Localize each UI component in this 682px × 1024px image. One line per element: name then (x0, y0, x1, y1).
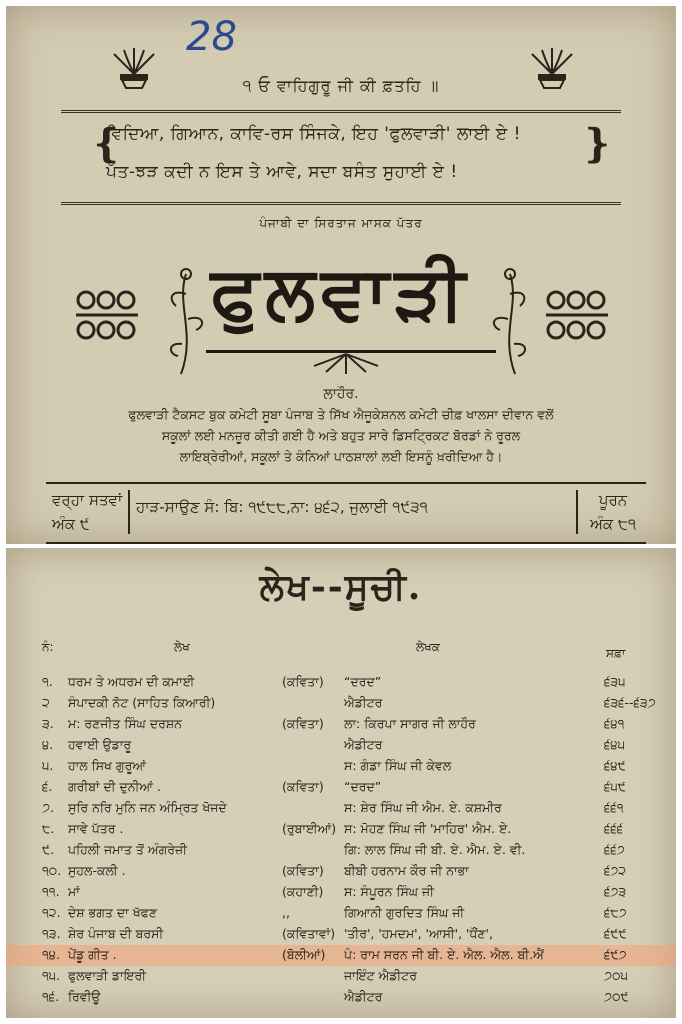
volume-line-2: ਅੰਕ ੯ (52, 515, 90, 533)
table-row (6, 987, 676, 1008)
row-genre: (ਕਵਿਤਾਵਾਂ) (282, 926, 336, 941)
table-row (6, 882, 676, 903)
row-title: ਰਿਵੀਊ (68, 989, 101, 1004)
row-page: ੬੭੨ (604, 863, 627, 878)
table-row (6, 714, 676, 735)
row-title: ਹਵਾਈ ਉਡਾਰੂ (68, 737, 132, 752)
row-number: ੪. (42, 737, 54, 752)
row-page: ੬੬੧ (604, 800, 624, 815)
row-genre: (ਬੋਲੀਆਂ) (282, 947, 326, 962)
row-number: ੫. (42, 758, 54, 773)
svg-text:28: 28 (186, 14, 237, 60)
table-row (6, 861, 676, 882)
description-line-2: ਸਕੂਲਾਂ ਲਈ ਮਨਜ਼ੂਰ ਕੀਤੀ ਗਈ ਹੈ ਅਤੇ ਬਹੁਤ ਸਾਰੇ ਡਿਸਟ੍ਰਿਕਟ ਬੋਰਡਾਂ ਨੇ ਰੂਰਲ (161, 428, 521, 443)
row-page: ੬੫੯ (604, 779, 626, 794)
row-title: ਸੰਪਾਦਕੀ ਨੋਟ (ਸਾਹਿਤ ਕਿਆਰੀ) (68, 695, 216, 710)
sunburst-ornament-icon (306, 352, 386, 376)
row-title: ਪਹਿਲੀ ਜਮਾਤ ਤੋਂ ਅੰਗਰੇਜ਼ੀ (68, 842, 187, 857)
row-number: ੭. (42, 800, 55, 815)
row-title: ਸਾਵੇ ਪੱਤਰ . (68, 821, 124, 836)
issue-info-box (46, 482, 646, 544)
contents-page (6, 548, 676, 1018)
row-genre: ,, (282, 905, 290, 920)
row-author: 'ਤੀਰ', 'ਹਮਦਮ', 'ਆਸੀ', 'ਧੌਂਣ', (344, 926, 493, 941)
row-number: ੬. (42, 779, 53, 794)
row-title: ਫੁਲਵਾੜੀ ਡਾਇਰੀ (68, 968, 146, 983)
header-author: ਲੇਖਕ (416, 640, 440, 654)
row-page: ੬੯੭ (604, 947, 627, 962)
place-name: ਲਾਹੌਰ. (323, 386, 359, 402)
right-brace-icon: ❵ (580, 121, 614, 167)
table-row (6, 945, 676, 966)
header-page: ਸਫ਼ਾ (606, 646, 626, 660)
row-title: ਗਰੀਬਾਂ ਦੀ ਦੁਨੀਆਂ . (68, 779, 161, 794)
row-author: ਸ: ਸੰਪੂਰਨ ਸਿੰਘ ਜੀ (344, 884, 434, 899)
row-page: ੬੮੭ (604, 905, 627, 920)
description-line-1: ਫੁਲਵਾੜੀ ਟੈਕਸਟ ਬੁਕ ਕਮੇਟੀ ਸੂਬਾ ਪੰਜਾਬ ਤੇ ਸਿੱਖ ਐਜੂਕੇਸ਼ਨਲ ਕਮੇਟੀ ਚੀਫ਼ ਖਾਲਸਾ ਦੀਵਾਨ ਵਲੋਂ (128, 407, 554, 422)
row-number: ੮. (42, 821, 55, 836)
table-row (6, 735, 676, 756)
row-genre: (ਕਹਾਣੀ) (282, 884, 324, 899)
row-number: ੧੦. (42, 863, 62, 878)
table-row (6, 840, 676, 861)
row-number: ੧੪. (42, 947, 60, 962)
row-page: ੬੪੧ (604, 716, 625, 731)
table-row (6, 966, 676, 987)
row-number: ੧. (42, 674, 53, 689)
row-genre: (ਕਵਿਤਾ) (282, 863, 324, 878)
row-author: ਜਾਇੰਟ ਐਡੀਟਰ (344, 968, 417, 983)
row-number: ੯. (42, 842, 55, 857)
row-page: ੬੯੯ (604, 926, 627, 941)
table-row (6, 924, 676, 945)
row-author: “ਦਰਦ” (344, 674, 382, 689)
row-page: ੬੩੫ (604, 674, 626, 689)
row-author: ਬੀਬੀ ਹਰਨਾਮ ਕੌਰ ਜੀ ਨਾਭਾ (344, 863, 469, 878)
masthead-title: ਫੁਲਵਾੜੀ (210, 250, 472, 336)
row-number: ੧੧. (42, 884, 60, 899)
row-author: ਐਡੀਟਰ (344, 989, 383, 1004)
tagline: ਪੰਜਾਬੀ ਦਾ ਸਿਰਤਾਜ ਮਾਸਕ ਪੱਤਰ (259, 216, 423, 230)
row-page: ੬੩੬--੬੩੭ (604, 695, 656, 710)
divider (128, 490, 130, 534)
header-number: ਨੰ: (42, 640, 54, 654)
row-number: ੧੬. (42, 989, 60, 1004)
magazine-cover (6, 6, 676, 544)
row-title: ਧਰਮ ਤੇ ਅਧਰਮ ਦੀ ਕਮਾਈ (68, 674, 195, 689)
row-title: ਪੇਂਡੂ ਗੀਤ . (68, 947, 117, 962)
total-issue-number (590, 488, 636, 536)
table-row (6, 777, 676, 798)
row-page: ੬੪੫ (604, 737, 625, 752)
row-author: ਪੰ: ਰਾਮ ਸਰਨ ਜੀ ਬੀ. ਏ. ਐਲ. ਐਲ. ਬੀ.ਐਂ (344, 947, 544, 962)
table-row (6, 693, 676, 714)
row-title: ਸ਼ੇਰ ਪੰਜਾਬ ਦੀ ਬਰਸੀ (68, 926, 164, 941)
row-page: ੬੪੯ (604, 758, 626, 773)
table-row (6, 798, 676, 819)
row-page: ੬੬੬ (604, 821, 624, 836)
handwritten-number-scribble (176, 12, 286, 62)
salutation: ੧ ਓ ਵਾਹਿਗੁਰੂ ਜੀ ਕੀ ਫ਼ਤਹਿ ॥ (242, 76, 440, 95)
row-number: ੩. (42, 716, 54, 731)
row-author: ਸ: ਗੰਡਾ ਸਿੰਘ ਜੀ ਕੇਵਲ (344, 758, 452, 773)
row-author: ਸ: ਮੋਹਣ ਸਿੰਘ ਜੀ 'ਮਾਹਿਰ' ਐਮ. ਏ. (344, 821, 512, 836)
row-number: ੧੩. (42, 926, 61, 941)
row-title: ਸੁਹਲ-ਕਲੀ . (68, 863, 126, 878)
divider (61, 110, 621, 113)
issue-date: ਹਾੜ-ਸਾਉਣ ਸੰ: ਬਿ: ੧੯੮੮,ਨਾ: ੪੬੨, ਜੁਲਾਈ ੧੯੩੧ (136, 498, 428, 516)
row-genre: (ਰੁਬਾਈਆਂ) (282, 821, 337, 836)
header-article: ਲੇਖ (174, 640, 190, 654)
divider (61, 202, 621, 205)
row-title: ਮ: ਰਣਜੀਤ ਸਿੰਘ ਦਰਸ਼ਨ (68, 716, 182, 731)
row-title: ਦੇਸ਼ ਭਗਤ ਦਾ ਖੱਫਣ (68, 905, 157, 920)
row-page: ੬੬੭ (604, 842, 625, 857)
total-line-2: ਅੰਕ ੮੧ (590, 515, 636, 533)
row-title: ਹਾਲ ਸਿਖ ਗੁਰੂਆਂ (68, 758, 147, 773)
row-page: ੬੭੩ (604, 884, 627, 899)
table-row (6, 756, 676, 777)
row-number: ੧੨. (42, 905, 61, 920)
divider (576, 490, 578, 534)
table-row (6, 903, 676, 924)
volume-number (52, 488, 122, 536)
row-page: ੭੦੫ (604, 968, 628, 983)
verse-line-2: ਪੱਤ-ਝੜ ਕਦੀ ਨ ਇਸ ਤੇ ਆਵੇ, ਸਦਾ ਬਸੰਤ ਸੁਹਾਈ ਏ ! (106, 162, 458, 182)
row-author: “ਦਰਦ” (344, 779, 382, 794)
row-author: ਸ: ਸ਼ੇਰ ਸਿੰਘ ਜੀ ਐਮ. ਏ. ਕਸ਼ਮੀਰ (344, 800, 502, 815)
row-number: ੨ (42, 695, 50, 710)
row-author: ਗਿ: ਲਾਲ ਸਿੰਘ ਜੀ ਬੀ. ਏ. ਐਮ. ਏ. ਵੀ. (344, 842, 526, 857)
row-number: ੧੫. (42, 968, 61, 983)
row-author: ਐਡੀਟਰ (344, 737, 383, 752)
total-line-1: ਪੂਰਨ (598, 491, 628, 509)
volume-line-1: ਵਰ੍ਹਾ ਸਤਵਾਂ (52, 491, 123, 509)
verse-line-1: ਵਿਦਿਆ, ਗਿਆਨ, ਕਾਵਿ-ਰਸ ਸਿੰਜਕੇ, ਇਹ 'ਫੁਲਵਾੜੀ' ਲਾਈ ਏ ! (106, 124, 521, 144)
row-genre: (ਕਵਿਤਾ) (282, 779, 324, 794)
row-author: ਐਡੀਟਰ (344, 695, 383, 710)
row-title: ਮਾਂ (68, 884, 80, 899)
row-page: ੭੦੯ (604, 989, 629, 1004)
table-row (6, 819, 676, 840)
left-brace-icon: ❴ (90, 121, 124, 167)
row-title: ਸੁਰਿ ਨਰਿ ਮੁਨਿ ਜਨ ਅੰਮ੍ਰਿਤ ਖੋਜਦੇ (68, 800, 227, 815)
row-author: ਗਿਆਨੀ ਗੁਰਦਿਤ ਸਿੰਘ ਜੀ (344, 905, 465, 920)
table-row (6, 672, 676, 693)
contents-title: ਲੇਖ--ਸੂਚੀ. (259, 566, 423, 608)
row-author: ਲਾ: ਕਿਰਪਾ ਸਾਗਰ ਜੀ ਲਾਹੌਰ (344, 716, 476, 731)
row-genre: (ਕਵਿਤਾ) (282, 674, 324, 689)
description-line-3: ਲਾਇਬ੍ਰੇਰੀਆਂ, ਸਕੂਲਾਂ ਤੇ ਕੰਨਿਆਂ ਪਾਠਸ਼ਾਲਾਂ ਲਈ ਇਸਨੂੰ ਖ਼ਰੀਦਿਆ ਹੈ। (179, 449, 503, 464)
row-genre: (ਕਵਿਤਾ) (282, 716, 324, 731)
